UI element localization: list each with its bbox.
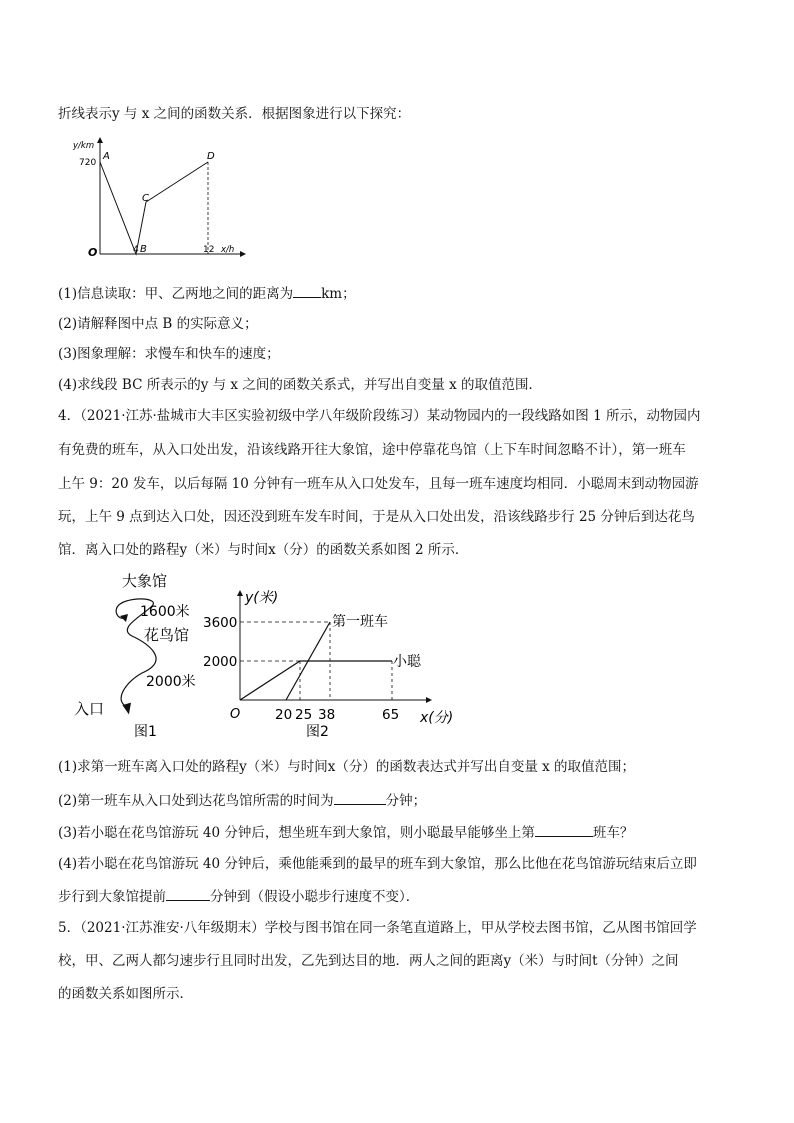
distance-1600: 1600米 [140, 604, 190, 620]
q4-part3: (3)若小聪在花鸟馆游玩 40 分钟后，想坐班车到大象馆，则小聪最早能够坐上第 班车？ [58, 822, 633, 843]
x-axis-label: x(分) [420, 710, 454, 726]
q4-part4-line2: 步行到大象馆提前 分钟到（假设小聪步行速度不变）． [58, 886, 419, 907]
q3-part2: (2)请解释图中点 B 的实际意义； [58, 316, 258, 332]
elephant-house-label: 大象馆 [122, 572, 168, 590]
x-tick-20: 20 [275, 707, 293, 723]
intro-text: 折线表示y 与 x 之间的函数关系．根据图象进行以下探究： [58, 106, 411, 122]
entrance-label: 入口 [74, 700, 105, 718]
q4-stem-1: 4．（2021·江苏·盐城市大丰区实验初级中学八年级阶段练习）某动物园内的一段线路如图 1 所示，动物园内 [58, 408, 701, 424]
q4-part4-line1: (4)若小聪在花鸟馆游玩 40 分钟后，乘他能乘到的最早的班车到大象馆，那么比他在花鸟馆游玩结束后立即 [58, 856, 697, 872]
x-tick-4: 4 [133, 245, 139, 255]
q4-stem-2: 有免费的班车，从入口处出发，沿该线路开往大象馆，途中停靠花鸟馆（上下车时间忽略不计），第一班车 [58, 442, 686, 458]
q4-part1: (1)求第一班车离入口处的路程y（米）与时间x（分）的函数表达式并写出自变量 x 的取值范围； [58, 759, 636, 775]
bus-line-label: 第一班车 [332, 614, 388, 630]
figure1-caption: 图1 [134, 724, 157, 740]
bus-walker-graph [200, 588, 454, 758]
bird-house-label: 花鸟馆 [144, 626, 190, 644]
x-tick-65: 65 [382, 707, 400, 723]
x-tick-25: 25 [295, 707, 313, 723]
answer-blank[interactable] [166, 886, 210, 901]
origin: O [230, 707, 241, 722]
x-tick-12: 12 [203, 245, 215, 255]
q5-line3: 的函数关系如图所示． [58, 986, 193, 1002]
distance-time-graph [70, 134, 250, 264]
q4-part2: (2)第一班车从入口处到达花鸟馆所需的时间为 分钟； [58, 790, 426, 811]
figure2-caption: 图2 [306, 724, 329, 740]
x-tick-38: 38 [318, 707, 336, 723]
q3-part1: (1)信息读取：甲、乙两地之间的距离为 km； [58, 283, 356, 304]
q3-part3: (3)图象理解：求慢车和快车的速度； [58, 346, 280, 362]
distance-2000: 2000米 [146, 674, 196, 690]
origin: O [88, 246, 98, 259]
walker-line-label: 小聪 [393, 654, 421, 670]
q4-stem-3: 上午 9：20 发车，以后每隔 10 分钟有一班车从入口处发车，且每一班车速度均相同．小聪周末到动物园游 [58, 476, 699, 492]
answer-blank[interactable] [293, 283, 321, 298]
q4-stem-5: 馆．离入口处的路程y（米）与时间x（分）的函数关系如图 2 所示． [58, 542, 469, 558]
y-tick-2000: 2000 [203, 654, 238, 670]
q4-stem-4: 玩，上午 9 点到达入口处，因还没到班车发车时间，于是从入口处出发，沿该线路步行 25 分钟后到达花鸟 [58, 509, 695, 525]
answer-blank[interactable] [334, 790, 386, 805]
point-a: A [103, 151, 110, 162]
q5-line2: 校，甲、乙两人都匀速步行且同时出发，乙先到达目的地．两人之间的距离y（米）与时间t（分钟）之间 [58, 953, 679, 969]
point-c: C [142, 193, 149, 204]
y-axis-label: y(米) [245, 590, 279, 606]
point-d: D [207, 151, 215, 162]
y-axis-label: y/km [73, 141, 95, 151]
q3-part4: (4)求线段 BC 所表示的y 与 x 之间的函数关系式，并写出自变量 x 的取值范围． [58, 377, 543, 393]
x-axis-label: x/h [221, 245, 235, 255]
y-tick-720: 720 [79, 158, 97, 168]
point-b: B [140, 244, 147, 255]
q5-line1: 5．（2021·江苏淮安·八年级期末）学校与图书馆在同一条笔直道路上，甲从学校去图书馆，乙从图书馆回学 [58, 920, 697, 936]
y-tick-3600: 3600 [203, 615, 238, 631]
answer-blank[interactable] [535, 822, 593, 837]
